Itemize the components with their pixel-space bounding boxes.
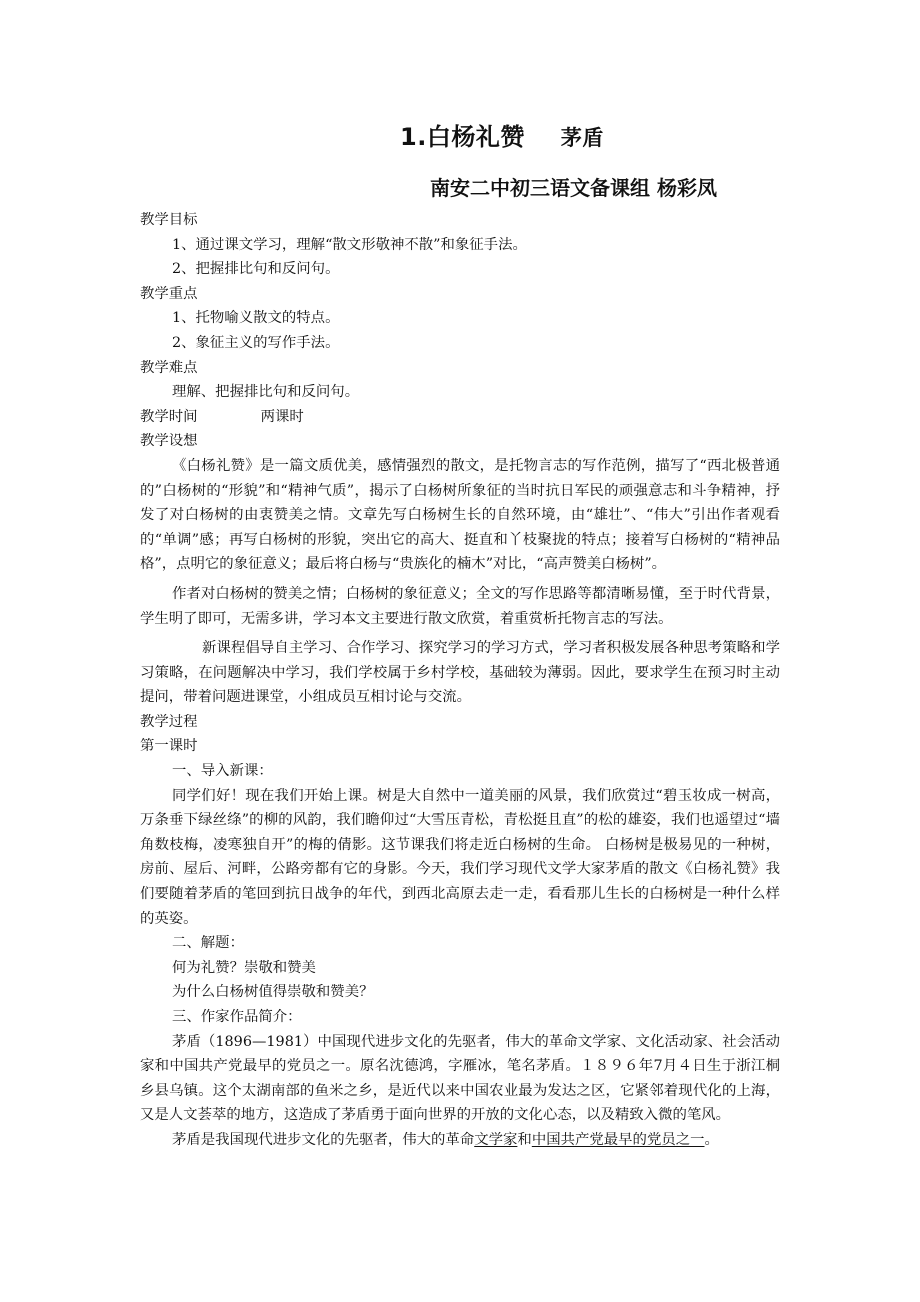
- design-paragraph: 作者对白杨树的赞美之情；白杨树的象征意义；全文的写作思路等都清晰易懂，至于时代背景，学生明了即可，无需多讲，学习本文主要进行散文欣赏，着重赏析托物言志的写法。: [140, 585, 780, 627]
- section-heading-design: 教学设想: [140, 433, 198, 450]
- section-heading-focus: 教学重点: [140, 285, 198, 302]
- author-text: 和: [517, 1131, 532, 1148]
- design-paragraph: 新课程倡导自主学习、合作学习、探究学习的学习方式，学习者积极发展各种思考策略和学习策略，在问题解决中学习，我们学校属于乡村学校，基础较为薄弱。因此，要求学生在预习时主动提问，带着问题进课堂，小组成员互相讨论与交流。: [140, 640, 780, 706]
- section-heading-process: 教学过程: [140, 713, 198, 730]
- author-text: 。: [704, 1131, 719, 1148]
- title-text: 1.白杨礼赞: [400, 123, 525, 151]
- lesson-label: 第一课时: [140, 738, 198, 755]
- focus-item: 1、托物喻义散文的特点。: [172, 310, 340, 327]
- document-title: [400, 117, 604, 152]
- link-writer[interactable]: 文学家: [474, 1131, 518, 1148]
- section-heading-difficulty: 教学难点: [140, 359, 198, 376]
- design-paragraph: 《白杨礼赞》是一篇文质优美，感情强烈的散文，是托物言志的写作范例，描写了“西北极普通的”白杨树的“形貌”和“精神气质”，揭示了白杨树所象征的当时抗日军民的顽强意志和斗争精神，抒发了对白杨树的由衷赞美之情。文章先写白杨树生长的自然环境，由“雄壮”、“伟大”引出作者观看的“单调”感；再写白杨树的形貌，突出它的高大、挺直和丫枝聚拢的特点；接着写白杨树的“精神品格”，点明它的象征意义；最后将白杨与“贵族化的楠木”对比，“高声赞美白杨树”。: [140, 457, 780, 573]
- time-value: 两课时: [260, 408, 304, 425]
- title-question: 何为礼赞？崇敬和赞美: [172, 959, 316, 976]
- step-heading: 一、导入新课：: [172, 763, 273, 780]
- step-heading: 二、解题：: [172, 935, 244, 952]
- document-body: [140, 208, 780, 1153]
- title-question: 为什么白杨树值得崇敬和赞美？: [172, 984, 374, 1001]
- author-paragraph: [140, 1128, 780, 1153]
- author-paragraph: 茅盾（1896—1981）中国现代进步文化的先驱者，伟大的革命文学家、文化活动家、社会活动家和中国共产党最早的党员之一。原名沈德鸿，字雁冰，笔名茅盾。１８９６年7月４日生于浙江桐乡县乌镇。这个太湖南部的鱼米之乡，是近代以来中国农业最为发达之区，它紧邻着现代化的上海，又是人文荟萃的地方，这造成了茅盾勇于面向世界的开放的文化心态，以及精致入微的笔风。: [140, 1033, 780, 1124]
- link-party-member[interactable]: 中国共产党最早的党员之一: [531, 1131, 705, 1148]
- title-author: 茅盾: [560, 126, 604, 150]
- time-label: 教学时间: [140, 408, 198, 425]
- section-heading-goals: 教学目标: [140, 212, 198, 228]
- focus-item: 2、象征主义的写作手法。: [172, 334, 340, 351]
- teaching-time: [140, 405, 780, 430]
- difficulty-item: 理解、把握排比句和反问句。: [172, 384, 360, 401]
- goal-item: 1、通过课文学习，理解“散文形敬神不散”和象征手法。: [172, 236, 527, 253]
- step-heading: 三、作家作品简介：: [172, 1009, 302, 1025]
- goal-item: 2、把握排比句和反问句。: [172, 261, 340, 278]
- intro-paragraph: 同学们好！现在我们开始上课。树是大自然中一道美丽的风景，我们欣赏过“碧玉妆成一树高，万条垂下绿丝绦”的柳的风韵，我们瞻仰过“大雪压青松，青松挺且直”的松的雄姿，我们也遥望过“墙角数枝梅，凌寒独自开”的梅的倩影。这节课我们将走近白杨树的生命。 白杨树是极易见的一种树，房前、屋后、河畔，公路旁都有它的身影。今天，我们学习现代文学大家茅盾的散文《白杨礼赞》我们要随着茅盾的笔回到抗日战争的年代，到西北高原去走一走，看看那儿生长的白杨树是一种什么样的英姿。: [140, 787, 780, 927]
- author-text: 茅盾是我国现代进步文化的先驱者，伟大的革命: [172, 1131, 475, 1148]
- document-subtitle: 南安二中初三语文备课组 杨彩凤: [430, 176, 717, 200]
